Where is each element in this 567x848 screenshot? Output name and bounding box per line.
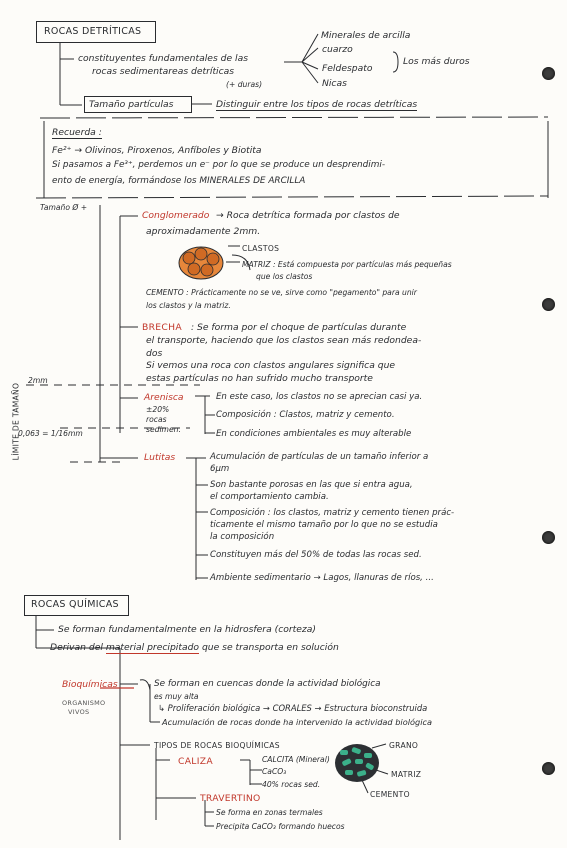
- bioquimicas-name: Bioquímicas: [62, 679, 118, 690]
- clastos-label: CLASTOS: [242, 244, 280, 253]
- quimicas-line-2a: Derivan del: [50, 642, 103, 653]
- distinguir-label: Distinguir entre los tipos de rocas detríticas: [216, 99, 418, 110]
- arenisca-name: Arenisca: [144, 392, 184, 403]
- lutitas-item-5: Ambiente sedimentario → Lagos, llanuras de ríos, ...: [210, 573, 434, 583]
- travertino-name: TRAVERTINO: [200, 793, 261, 804]
- limite-tamano-label: LÍMITE DE TAMAÑO: [11, 382, 21, 461]
- conglomerado-name: Conglomerado: [142, 210, 210, 221]
- tamano-particulas-label: Tamaño partículas: [89, 99, 174, 110]
- cemento-line-1: CEMENTO : Prácticamente no se ve, sirve como "pegamento" para unir: [146, 288, 417, 297]
- conglomerado-line-2: aproximadamente 2mm.: [146, 226, 261, 237]
- arenisca-item-2: Composición : Clastos, matriz y cemento.: [216, 410, 395, 420]
- brecha-line-3: dos: [146, 348, 163, 359]
- mas-duros-label: Los más duros: [403, 56, 470, 67]
- arenisca-sub-3: sedimen.: [146, 425, 181, 434]
- lutitas-item-3c: la composición: [210, 532, 275, 542]
- lutitas-item-3a: Composición : los clastos, matriz y cemento tienen prác-: [210, 508, 455, 518]
- brecha-line-4: Si vemos una roca con clastos angulares significa que: [146, 360, 396, 371]
- quimicas-line-1-text: Se forman fundamentalmente en la hidrosfera (corteza): [58, 624, 316, 635]
- lutitas-item-4: Constituyen más del 50% de todas las rocas sed.: [210, 550, 422, 560]
- brecha-name: BRECHA: [142, 322, 182, 333]
- mark-0063: 0,063 = 1/16mm: [18, 429, 83, 438]
- constituyentes-line-3: (+ duras): [226, 80, 263, 89]
- brecha-line-1: : Se forma por el choque de partículas durante: [191, 322, 407, 333]
- quimicas-line-2b: material precipitado: [105, 642, 200, 653]
- matriz-line-2: que los clastos: [256, 272, 313, 281]
- caliza-item-2: CaCO₃: [262, 767, 287, 776]
- tamano-axis-label: Tamaño Ø +: [40, 203, 88, 212]
- lutitas-item-2b: el comportamiento cambia.: [210, 492, 329, 502]
- lutitas-item-1b: 6µm: [210, 464, 230, 474]
- rocas-quimicas-title: ROCAS QUÍMICAS: [31, 599, 119, 610]
- caliza-item-3: 40% rocas sed.: [262, 780, 321, 789]
- cemento-line-2: los clastos y la matriz.: [146, 301, 231, 310]
- arenisca-item-1: En este caso, los clastos no se aprecian casi ya.: [216, 392, 423, 402]
- conglomerate-rock-drawing: [179, 247, 223, 279]
- mark-2mm: 2mm: [28, 376, 48, 385]
- limestone-rock-drawing: [335, 744, 379, 782]
- brecha-line-2: el transporte, haciendo que los clastos sean más redondea-: [146, 335, 422, 346]
- brecha-line-5: estas partículas no han sufrido mucho transporte: [146, 373, 373, 384]
- recuerda-line-2: Si pasamos a Fe³⁺, perdemos un e⁻ por lo que se produce un desprendimi-: [52, 160, 386, 170]
- tipos-label: TIPOS DE ROCAS BIOQUÍMICAS: [154, 741, 280, 750]
- mineral-micas: Nicas: [322, 78, 347, 89]
- lutitas-item-1a: Acumulación de partículas de un tamaño inferior a: [210, 452, 429, 462]
- bio-line-4: Acumulación de rocas donde ha intervenido la actividad biológica: [162, 717, 432, 727]
- recuerda-title: Recuerda :: [52, 127, 102, 138]
- travertino-item-1: Se forma en zonas termales: [216, 808, 323, 817]
- mineral-cuarzo: cuarzo: [322, 44, 353, 55]
- quimicas-line-2c: que se transporta en solución: [201, 642, 339, 653]
- travertino-item-2: Precipita CaCO₃ formando huecos: [216, 822, 345, 831]
- mineral-feldespato: Feldespato: [322, 63, 373, 74]
- bio-line-2: es muy alta: [154, 692, 199, 701]
- matriz-label: MATRIZ: [391, 770, 422, 779]
- constituyentes-line-1: constituyentes fundamentales de las: [78, 53, 249, 64]
- rocas-detriticas-title: ROCAS DETRÍTICAS: [44, 26, 142, 37]
- caliza-item-1: CALCITA (Mineral): [262, 755, 330, 764]
- organismos-2: VIVOS: [68, 708, 90, 716]
- lutitas-item-2a: Son bastante porosas en las que si entra agua,: [210, 480, 413, 490]
- arenisca-sub-2: rocas: [146, 415, 167, 424]
- lutitas-item-3b: ticamente el mismo tamaño por lo que no se estudia: [210, 520, 438, 530]
- bio-line-1: Se forman en cuencas donde la actividad biológica: [154, 679, 381, 689]
- matriz-line-1: MATRIZ : Está compuesta por partículas más pequeñas: [242, 260, 452, 269]
- mineral-arcilla: Minerales de arcilla: [321, 30, 411, 41]
- recuerda-line-1: Fe²⁺ → Olivinos, Piroxenos, Anfíboles y Biotita: [52, 145, 262, 156]
- lutitas-name: Lutitas: [144, 452, 176, 463]
- quimicas-line-1: [58, 624, 316, 635]
- quimicas-line-2: [50, 642, 339, 653]
- cemento-label: CEMENTO: [370, 790, 410, 799]
- bio-line-3: ↳ Proliferación biológica → CORALES → Estructura bioconstruida: [158, 703, 428, 713]
- grano-label: GRANO: [389, 741, 419, 750]
- caliza-name: CALIZA: [178, 756, 213, 767]
- arenisca-item-3: En condiciones ambientales es muy alterable: [216, 429, 412, 439]
- conglomerado-line-1: → Roca detrítica formada por clastos de: [216, 210, 400, 221]
- recuerda-line-3: ento de energía, formándose los MINERALES DE ARCILLA: [52, 176, 306, 186]
- constituyentes-line-2: rocas sedimentareas detríticas: [92, 66, 235, 77]
- organismos-1: ORGANISMO: [62, 699, 106, 707]
- arenisca-sub-1: ±20%: [146, 405, 170, 414]
